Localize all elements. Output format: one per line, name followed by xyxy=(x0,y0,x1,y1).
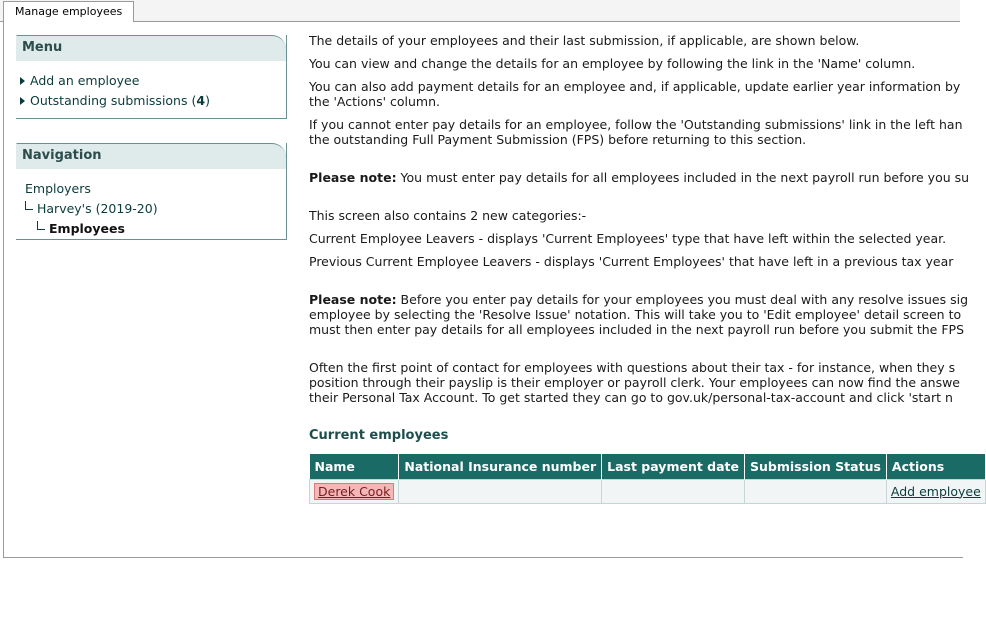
cell-last-payment xyxy=(602,479,745,503)
triangle-right-icon xyxy=(20,97,25,105)
column-header-ni: National Insurance number xyxy=(399,454,602,479)
employees-table xyxy=(309,454,986,504)
tab-manage-employees[interactable]: Manage employees xyxy=(3,1,134,23)
note2-line-2: employee by selecting the 'Resolve Issue' notation. This will take you to 'Edit employee' detail screen to xyxy=(309,307,962,322)
cell-ni xyxy=(399,479,602,503)
note-paragraph-2 xyxy=(309,292,969,337)
navigation-panel xyxy=(16,143,287,240)
outstanding-line-2: the outstanding Full Payment Submission (FPS) before returning to this section. xyxy=(309,132,807,147)
previous-leavers-paragraph: Previous Current Employee Leavers - displays 'Current Employees' that have left in a previous tax year xyxy=(309,254,954,269)
column-header-last-payment: Last payment date xyxy=(602,454,745,479)
tree-branch-icon xyxy=(37,221,45,230)
triangle-right-icon xyxy=(20,77,25,85)
add-payment-paragraph xyxy=(309,79,960,109)
intro-paragraph: The details of your employees and their last submission, if applicable, are shown below. xyxy=(309,33,860,48)
outstanding-submissions-label: Outstanding submissions ( xyxy=(30,93,197,108)
column-header-status: Submission Status xyxy=(745,454,887,479)
menu-list xyxy=(16,61,286,111)
note-paragraph-1 xyxy=(309,170,970,185)
tax-line-2: position through their payslip is their employer or payroll clerk. Your employees can now find the answe xyxy=(309,375,960,390)
cell-name xyxy=(310,479,399,503)
add-employee-action-link[interactable]: Add employee xyxy=(890,483,981,499)
categories-paragraph: This screen also contains 2 new categories:- xyxy=(309,208,587,223)
add-employee-link[interactable]: Add an employee xyxy=(30,73,140,88)
cell-status xyxy=(745,479,887,503)
menu-item-outstanding-submissions xyxy=(20,91,286,111)
outstanding-suffix: ) xyxy=(205,93,210,108)
add-payment-line-1: You can also add payment details for an employee and, if applicable, update earlier year information by xyxy=(309,79,961,94)
menu-title: Menu xyxy=(16,35,286,61)
outstanding-paragraph xyxy=(309,117,963,147)
column-header-actions: Actions xyxy=(886,454,985,479)
view-change-paragraph: You can view and change the details for an employee by following the link in the 'Name' column. xyxy=(309,56,916,71)
navigation-tree xyxy=(16,169,286,239)
current-employees-heading: Current employees xyxy=(309,428,449,443)
table-row xyxy=(310,479,986,503)
note2-line-3: must then enter pay details for all employees included in the next payroll run before you submit the FPS xyxy=(309,322,965,337)
cell-actions xyxy=(886,479,985,503)
outstanding-submissions-link[interactable] xyxy=(30,93,210,108)
tab-strip xyxy=(0,0,960,22)
tree-branch-icon xyxy=(25,201,33,210)
note-label: Please note: xyxy=(309,292,397,307)
tax-line-3: their Personal Tax Account. To get started they can go to gov.uk/personal-tax-account and click 'start n xyxy=(309,390,953,405)
current-leavers-paragraph: Current Employee Leavers - displays 'Current Employees' type that have left within the selected year. xyxy=(309,231,947,246)
table-header-row xyxy=(310,454,986,479)
harveys-link[interactable]: Harvey's (2019-20) xyxy=(37,201,158,216)
tax-line-1: Often the first point of contact for employees with questions about their tax - for instance, when they s xyxy=(309,360,956,375)
add-payment-line-2: the 'Actions' column. xyxy=(309,94,440,109)
nav-item-employers xyxy=(25,179,286,199)
note2-line-1: Before you enter pay details for your employees you must deal with any resolve issues sig xyxy=(396,292,969,307)
tax-contact-paragraph xyxy=(309,360,960,405)
nav-item-harveys xyxy=(25,199,286,219)
column-header-name: Name xyxy=(310,454,399,479)
employers-link[interactable]: Employers xyxy=(25,181,91,196)
outstanding-line-1: If you cannot enter pay details for an employee, follow the 'Outstanding submissions' link in the left han xyxy=(309,117,963,132)
employee-name-link[interactable]: Derek Cook xyxy=(314,483,394,500)
note-text: You must enter pay details for all employees included in the next payroll run before you su xyxy=(396,170,970,185)
navigation-title: Navigation xyxy=(16,143,286,169)
outstanding-count: 4 xyxy=(196,93,206,108)
current-page-employees: Employees xyxy=(49,221,125,236)
nav-item-employees xyxy=(25,219,286,239)
note-label: Please note: xyxy=(309,170,397,185)
menu-item-add-employee xyxy=(20,71,286,91)
menu-panel xyxy=(16,35,287,119)
main-content xyxy=(309,33,970,413)
